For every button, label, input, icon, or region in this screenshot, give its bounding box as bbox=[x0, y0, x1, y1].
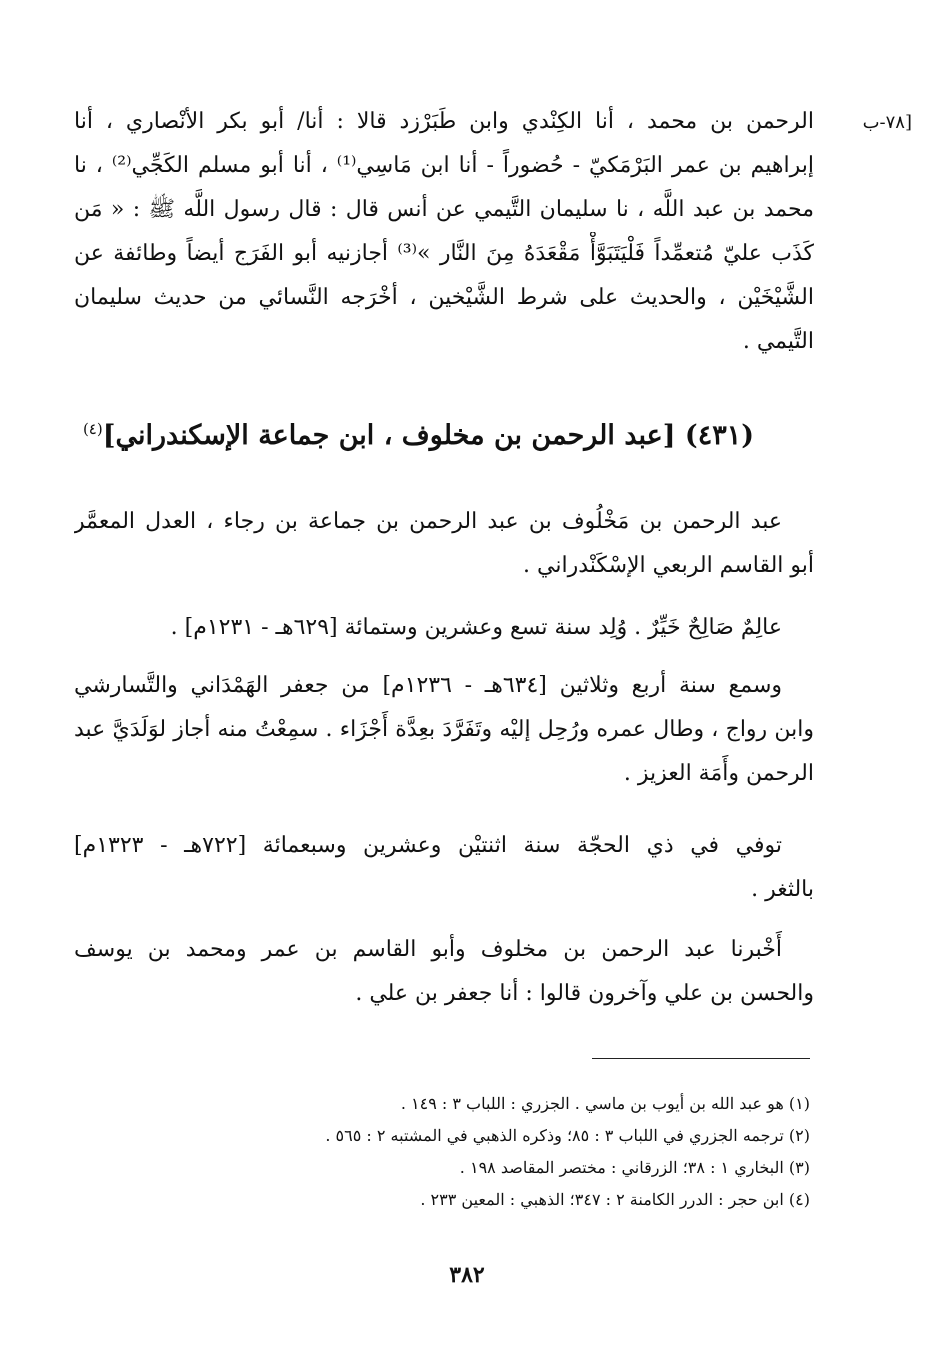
footnotes bbox=[90, 1088, 810, 1216]
text-line: أَخْبرنا عبد الرحمن بن مخلوف وأبو القاسم بن عمر ومحمد بن يوسف bbox=[74, 937, 782, 962]
entry-heading-footnote-ref: (٤) bbox=[82, 420, 103, 438]
text-line: إبراهيم بن عمر البَرْمَكيّ - حُضوراً - أنا ابن مَاسِي⁽¹⁾ ، أنا أبو مسلم الكَجِّي⁽²⁾ ، نا bbox=[74, 153, 814, 178]
margin-folio-reference: [٧٨-ب bbox=[862, 112, 912, 133]
footnote-item: (٣) البخاري ١ : ٣٨؛ الزرقاني : مختصر المقاصد ١٩٨ . bbox=[459, 1158, 810, 1177]
text-line: الرحمن وأَمَة العزيز . bbox=[623, 761, 814, 786]
paragraph-death bbox=[74, 824, 814, 912]
paragraph-hearing bbox=[74, 664, 814, 796]
footnote-separator bbox=[592, 1058, 810, 1059]
text-line: أبو القاسم الربعي الإسْكَنْدراني . bbox=[523, 553, 814, 578]
text-line: عبد الرحمن بن مَخْلُوف بن عبد الرحمن بن جماعة بن رجاء ، العدل المعمَّر bbox=[74, 509, 782, 534]
text-line: عالِمٌ صَالِحٌ خَيِّرٌ . وُلِد سنة تسع وعشرين وستمائة [٦٢٩هـ - ١٢٣١م] . bbox=[170, 615, 782, 640]
text-line: كَذَب عليّ مُتعمِّداً فَلْيَتَبَوَّأْ مَقْعَدَهُ مِنَ النَّار »⁽³⁾ أجازنيه أبو الفَرَج أيضاً وطائفة عن bbox=[74, 241, 814, 266]
text-line: وابن رواج ، وطال عمره ورُحِل إليْه وتَفَرَّدَ بعِدَّة أَجْزَاء . سمِعْتُ منه أجاز لوَلَدَيَّ عبد bbox=[74, 717, 814, 742]
text-line: التَّيمي . bbox=[742, 329, 814, 354]
entry-heading bbox=[82, 420, 754, 451]
footnote-item: (١) هو عبد الله بن أيوب بن ماسي . الجزري : اللباب ٣ : ١٤٩ . bbox=[400, 1094, 810, 1113]
paragraph-birth bbox=[74, 606, 814, 650]
text-line: وسمع سنة أربع وثلاثين [٦٣٤هـ - ١٢٣٦م] من جعفر الهَمْدَاني والتَّسارشي bbox=[74, 673, 783, 698]
text-line: محمد بن عبد اللَّه ، نا سليمان التَّيمي عن أنس قال : قال رسول اللَّه ﷺ : « مَن bbox=[74, 197, 814, 222]
page-number: ٣٨٢ bbox=[449, 1262, 485, 1288]
text-line: الشَّيْخَيْن ، والحديث على شرط الشَّيْخين ، أخْرَجه النَّسائي من حديث سليمان bbox=[74, 285, 814, 310]
text-line: الرحمن بن محمد ، أنا الكِنْدي وابن طَبَرْزد قالا : أنا/ أبو بكر الأنْصاري ، أنا bbox=[74, 109, 814, 134]
continued-text-block bbox=[74, 100, 814, 364]
footnote-item: (٤) ابن حجر : الدرر الكامنة ٢ : ٣٤٧؛ الذهبي : المعين ٢٣٣ . bbox=[420, 1190, 810, 1209]
paragraph-name bbox=[74, 500, 814, 588]
paragraph-chain bbox=[74, 928, 814, 1016]
entry-heading-text: (٤٣١) [عبد الرحمن بن مخلوف ، ابن جماعة الإسكندراني] bbox=[102, 420, 754, 451]
footnote-item: (٢) ترجمه الجزري في اللباب ٣ : ٨٥؛ وذكره الذهبي في المشتبه ٢ : ٥٦٥ . bbox=[325, 1126, 810, 1145]
text-line: توفي في ذي الحجّة سنة اثنتيْن وعشرين وسبعمائة [٧٢٢هـ - ١٣٢٣م] bbox=[74, 833, 783, 858]
text-line: والحسن بن علي وآخرون قالوا : أنا جعفر بن علي . bbox=[355, 981, 814, 1006]
text-line: بالثغر . bbox=[751, 877, 814, 902]
